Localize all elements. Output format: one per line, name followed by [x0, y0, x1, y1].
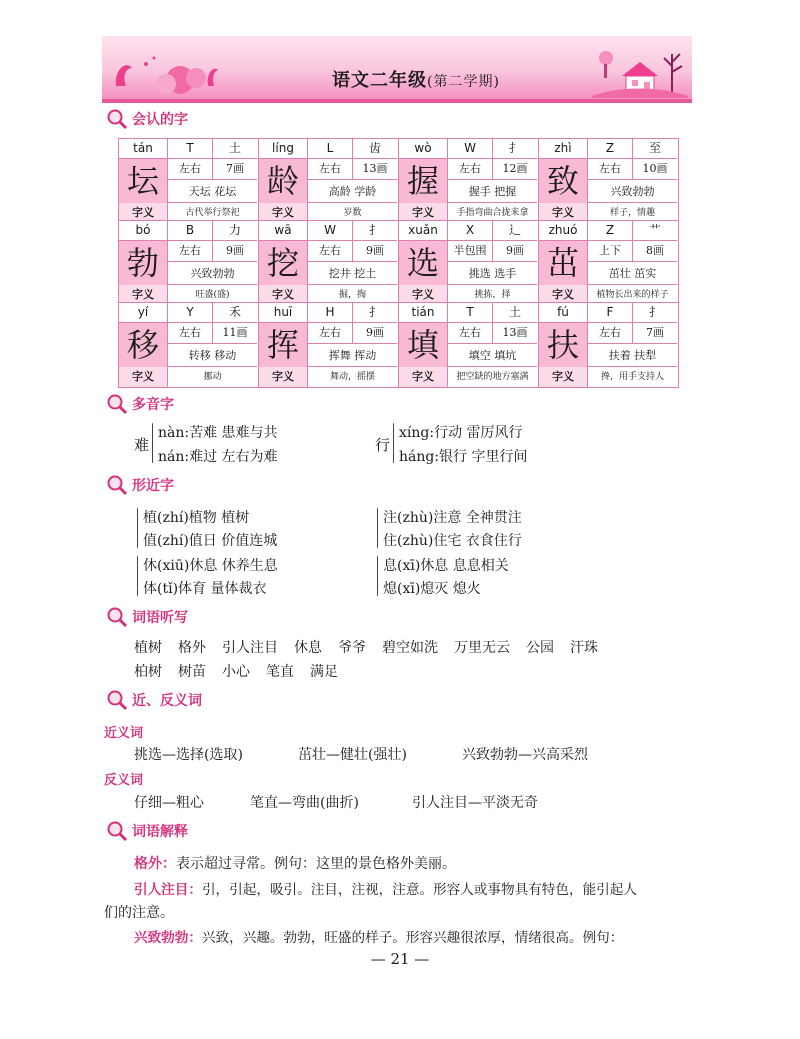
structure: 半包围	[448, 241, 493, 262]
meaning-text: 搀，用手支持人	[600, 372, 664, 382]
section-polyphone	[106, 393, 174, 415]
radical: 齿	[353, 139, 397, 159]
explanation-term: 格外：	[134, 856, 176, 872]
dictation-word: 休息	[294, 640, 322, 656]
stroke-count: 13画	[493, 323, 537, 344]
meaning-label: 字义	[399, 367, 448, 387]
synonym-label: 近义词	[104, 726, 144, 741]
magnifier-icon	[106, 820, 128, 842]
structure: 左右	[168, 159, 213, 180]
main-character: 挖	[259, 241, 308, 285]
section-explain	[106, 820, 188, 842]
magnifier-icon	[106, 474, 128, 496]
page-header	[102, 36, 692, 100]
dictation-word: 柏树	[134, 664, 162, 680]
radical: 土	[493, 303, 537, 323]
structure: 左右	[308, 159, 353, 180]
section-title: 近、反义词	[132, 693, 202, 709]
meaning-label: 字义	[399, 285, 448, 305]
brace	[137, 556, 138, 596]
structure: 左右	[448, 323, 493, 344]
main-character: 坛	[119, 159, 168, 203]
initial-letter: L	[308, 139, 353, 159]
page-number: — 21 —	[370, 950, 430, 968]
structure: 左右	[588, 323, 633, 344]
meaning-label: 字义	[119, 285, 168, 305]
example-words: 茁壮 茁实	[588, 263, 677, 285]
radical: 辶	[493, 221, 537, 241]
example-words: 兴致勃勃	[588, 181, 677, 203]
example-words: 高龄 学龄	[308, 181, 397, 203]
pinyin: wò	[399, 139, 448, 159]
meaning-label: 字义	[259, 367, 308, 387]
antonym-item: 仔细—粗心	[134, 795, 204, 811]
initial-letter: H	[308, 303, 353, 323]
explanation-line	[134, 878, 637, 898]
explanation-term: 引人注目：	[134, 882, 202, 898]
main-character: 移	[119, 323, 168, 367]
stroke-count: 9画	[213, 241, 257, 262]
synonym-item: 挑选—选择(选取)	[134, 747, 243, 763]
initial-letter: T	[168, 139, 213, 159]
structure: 左右	[448, 159, 493, 180]
radical: 扌	[353, 303, 397, 323]
dictation-word: 小心	[222, 664, 250, 680]
section-dictation	[106, 606, 188, 628]
example-words: 挑选 选手	[448, 263, 537, 285]
initial-letter: X	[448, 221, 493, 241]
char-card	[258, 302, 399, 388]
antonym-item: 引人注目—平淡无奇	[412, 795, 538, 811]
similar-pair: 休(xiū)休息 休养生息	[143, 558, 278, 574]
radical: 土	[213, 139, 257, 159]
example-words: 填空 填坑	[448, 345, 537, 367]
meaning-text: 舞动，摇摆	[329, 372, 375, 382]
dictation-word: 格外	[178, 640, 206, 656]
similar-pair: 体(tǐ)体育 量体裁衣	[143, 581, 267, 597]
polyphone-char: 行	[375, 436, 391, 454]
initial-letter: F	[588, 303, 633, 323]
section-title: 形近字	[132, 478, 174, 494]
polyphone-char: 难	[134, 436, 150, 454]
char-card	[258, 220, 399, 306]
stroke-count: 9画	[353, 323, 397, 344]
dictation-word: 笔直	[266, 664, 294, 680]
stroke-count: 7画	[213, 159, 257, 180]
header-divider	[102, 99, 692, 103]
explanation-text: 表示超过寻常。例句：这里的景色格外美丽。	[176, 856, 456, 872]
meaning-label: 字义	[119, 203, 168, 223]
brace	[393, 423, 394, 463]
brace	[152, 423, 153, 463]
main-character: 勃	[119, 241, 168, 285]
structure: 左右	[588, 159, 633, 180]
structure: 左右	[308, 323, 353, 344]
meaning-text: 旺盛(盛)	[195, 290, 230, 300]
char-card	[118, 302, 259, 388]
char-card	[538, 220, 679, 306]
stroke-count: 11画	[213, 323, 257, 344]
char-card	[258, 138, 399, 224]
dictation-word: 爷爷	[338, 640, 366, 656]
brace	[377, 556, 378, 596]
pinyin: huī	[259, 303, 308, 323]
meaning-text: 岁数	[343, 208, 362, 218]
dictation-word: 公园	[526, 640, 554, 656]
section-title: 词语解释	[132, 824, 188, 840]
pinyin: tián	[399, 303, 448, 323]
dictation-word: 树苗	[178, 664, 206, 680]
char-card	[398, 220, 539, 306]
polyphone-reading: xíng:行动 雷厉风行	[399, 425, 523, 441]
magnifier-icon	[106, 393, 128, 415]
synonym-item: 茁壮—健壮(强壮)	[298, 747, 407, 763]
explanation-line	[134, 853, 456, 873]
meaning-label: 字义	[259, 285, 308, 305]
brace	[137, 508, 138, 548]
section-synonym-antonym	[106, 689, 202, 711]
main-character: 扶	[539, 323, 588, 367]
pinyin: wā	[259, 221, 308, 241]
magnifier-icon	[106, 606, 128, 628]
pinyin: zhì	[539, 139, 588, 159]
stroke-count: 12画	[493, 159, 537, 180]
main-character: 挥	[259, 323, 308, 367]
stroke-count: 13画	[353, 159, 397, 180]
polyphone-reading: háng:银行 字里行间	[399, 449, 528, 465]
explanation-line	[134, 926, 623, 946]
example-words: 握手 把握	[448, 181, 537, 203]
stroke-count: 7画	[633, 323, 677, 344]
char-card	[118, 138, 259, 224]
pinyin: fú	[539, 303, 588, 323]
structure: 左右	[168, 323, 213, 344]
dictation-word: 满足	[310, 664, 338, 680]
explanation-term: 兴致勃勃：	[134, 930, 202, 946]
dictation-word: 引人注目	[222, 640, 278, 656]
meaning-text: 样子，情趣	[609, 208, 655, 218]
section-title: 会认的字	[132, 112, 188, 128]
pinyin: zhuó	[539, 221, 588, 241]
explanation-text: 兴致，兴趣。勃勃，旺盛的样子。形容兴趣很浓厚，情绪很高。例句：	[201, 930, 624, 946]
dictation-row	[134, 637, 614, 657]
radical: 禾	[213, 303, 257, 323]
section-similar	[106, 474, 174, 496]
magnifier-icon	[106, 689, 128, 711]
structure: 上下	[588, 241, 633, 262]
initial-letter: B	[168, 221, 213, 241]
example-words: 挖井 挖土	[308, 263, 397, 285]
meaning-text: 挪动	[203, 372, 222, 382]
main-character: 握	[399, 159, 448, 203]
radical: 扌	[353, 221, 397, 241]
radical: 至	[633, 139, 677, 159]
meaning-label: 字义	[399, 203, 448, 223]
main-character: 致	[539, 159, 588, 203]
magnifier-icon	[106, 108, 128, 130]
dictation-word: 植树	[134, 640, 162, 656]
meaning-text: 掘，掏	[338, 290, 366, 300]
stroke-count: 10画	[633, 159, 677, 180]
main-character: 填	[399, 323, 448, 367]
similar-pair: 住(zhù)住宅 衣食住行	[383, 533, 522, 549]
initial-letter: W	[308, 221, 353, 241]
radical: 扌	[493, 139, 537, 159]
meaning-label: 字义	[539, 285, 588, 305]
structure: 左右	[308, 241, 353, 262]
char-card	[398, 138, 539, 224]
example-words: 天坛 花坛	[168, 181, 257, 203]
main-character: 选	[399, 241, 448, 285]
dictation-word: 碧空如洗	[382, 640, 438, 656]
main-character: 龄	[259, 159, 308, 203]
similar-pair: 熄(xī)熄灭 熄火	[383, 581, 481, 597]
dictation-word: 万里无云	[454, 640, 510, 656]
radical: 力	[213, 221, 257, 241]
similar-pair: 植(zhí)植物 植树	[143, 510, 250, 526]
example-words: 转移 移动	[168, 345, 257, 367]
initial-letter: Y	[168, 303, 213, 323]
main-character: 茁	[539, 241, 588, 285]
pinyin: tán	[119, 139, 168, 159]
meaning-label: 字义	[539, 367, 588, 387]
meaning-label: 字义	[119, 367, 168, 387]
antonym-item: 笔直—弯曲(曲折)	[250, 795, 359, 811]
stroke-count: 9画	[493, 241, 537, 262]
section-title: 多音字	[132, 397, 174, 413]
polyphone-reading: nàn:苦难 患难与共	[158, 425, 278, 441]
radical: 扌	[633, 303, 677, 323]
decoration-left-icon	[110, 50, 220, 94]
pinyin: yí	[119, 303, 168, 323]
meaning-text: 古代举行祭祀	[185, 208, 240, 218]
section-recognize	[106, 108, 188, 130]
dictation-word: 汗珠	[570, 640, 598, 656]
pinyin: bó	[119, 221, 168, 241]
meaning-text: 挑拣，择	[474, 290, 511, 300]
char-card	[398, 302, 539, 388]
page-title: 语文二年级(第二学期)	[332, 70, 500, 91]
stroke-count: 8画	[633, 241, 677, 262]
char-card	[538, 302, 679, 388]
similar-pair: 值(zhí)值日 价值连城	[143, 533, 278, 549]
house-tree-icon	[592, 40, 688, 98]
pinyin: xuǎn	[399, 221, 448, 241]
meaning-label: 字义	[259, 203, 308, 223]
structure: 左右	[168, 241, 213, 262]
section-title: 词语听写	[132, 610, 188, 626]
similar-pair: 息(xī)休息 息息相关	[383, 558, 509, 574]
similar-pair: 注(zhù)注意 全神贯注	[383, 510, 522, 526]
meaning-label: 字义	[539, 203, 588, 223]
explanation-continuation: 们的注意。	[104, 905, 174, 921]
meaning-text: 手指弯曲合拢来拿	[456, 208, 529, 218]
dictation-row	[134, 661, 354, 681]
meaning-text: 植物长出来的样子	[596, 290, 669, 300]
example-words: 扶着 扶犁	[588, 345, 677, 367]
explanation-text: 引，引起，吸引。注目，注视，注意。形容人或事物具有特色，能引起人	[201, 882, 637, 898]
example-words: 兴致勃勃	[168, 263, 257, 285]
meaning-text: 把空缺的地方塞满	[456, 372, 529, 382]
polyphone-reading: nán:难过 左右为难	[158, 449, 278, 465]
initial-letter: Z	[588, 139, 633, 159]
char-card	[538, 138, 679, 224]
radical: 艹	[633, 221, 677, 241]
initial-letter: Z	[588, 221, 633, 241]
brace	[377, 508, 378, 548]
antonym-label: 反义词	[104, 773, 144, 788]
initial-letter: W	[448, 139, 493, 159]
example-words: 挥舞 挥动	[308, 345, 397, 367]
pinyin: líng	[259, 139, 308, 159]
stroke-count: 9画	[353, 241, 397, 262]
synonym-item: 兴致勃勃—兴高采烈	[462, 747, 588, 763]
initial-letter: T	[448, 303, 493, 323]
char-card	[118, 220, 259, 306]
